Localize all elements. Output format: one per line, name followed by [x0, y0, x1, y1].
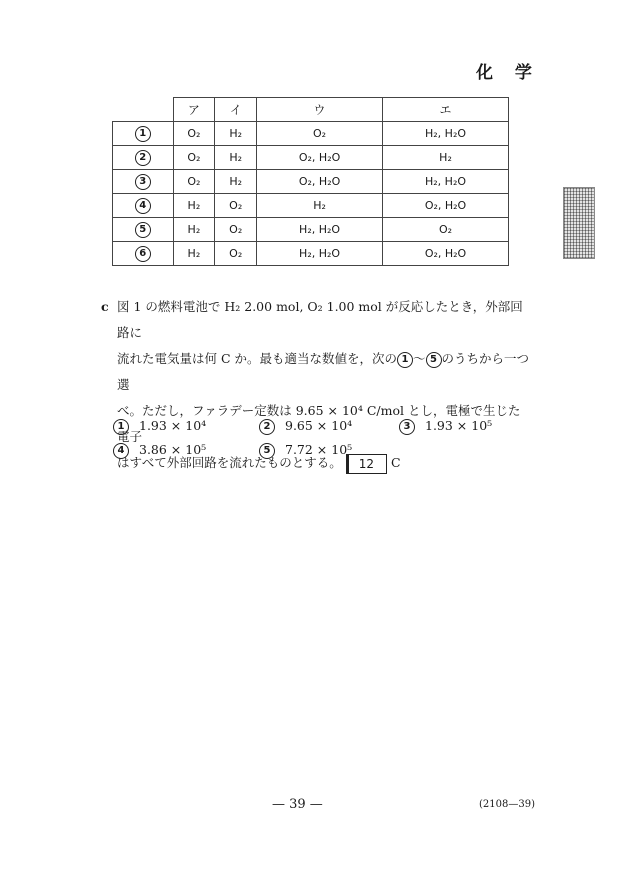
- table-header-row: [113, 98, 509, 122]
- table-row: [113, 146, 509, 170]
- circled-number: 1: [397, 352, 413, 368]
- answer-unit: C: [391, 455, 401, 470]
- table-cell: O₂: [215, 242, 257, 266]
- question-line: [117, 346, 531, 398]
- circled-number: 5: [426, 352, 442, 368]
- question-line: べ。ただし，ファラデー定数は 9.65 × 10⁴ C/mol とし，電極で生じた電子: [117, 403, 521, 444]
- table-cell: O₂: [173, 146, 215, 170]
- option-1: [113, 418, 206, 435]
- question-label: c: [101, 299, 109, 314]
- circled-number: 5: [135, 222, 151, 238]
- row-number-cell: [113, 242, 174, 266]
- option-2: [259, 418, 352, 435]
- table-cell: O₂, H₂O: [383, 242, 509, 266]
- table-cell: H₂, H₂O: [257, 218, 383, 242]
- table-cell: H₂, H₂O: [257, 242, 383, 266]
- table-cell: O₂: [173, 122, 215, 146]
- table-row: [113, 218, 509, 242]
- row-number-cell: [113, 194, 174, 218]
- option-value: 1.93 × 10⁴: [139, 418, 207, 433]
- circled-number: 1: [135, 126, 151, 142]
- question-text-part: はすべて外部回路を流れたものとする。: [117, 455, 342, 470]
- table-cell: O₂, H₂O: [257, 146, 383, 170]
- table-row: [113, 122, 509, 146]
- page-code: (2108—39): [479, 799, 535, 810]
- circled-number: 5: [259, 443, 275, 459]
- table-row: [113, 170, 509, 194]
- row-number-cell: [113, 146, 174, 170]
- table-cell: H₂, H₂O: [383, 170, 509, 194]
- side-tab-marker: [563, 187, 595, 259]
- option-value: 3.86 × 10⁵: [139, 442, 207, 457]
- table-row: [113, 242, 509, 266]
- table-header-e: エ: [383, 98, 509, 122]
- table-cell: H₂: [173, 242, 215, 266]
- subject-title: 化 学: [476, 63, 540, 83]
- question-line: 図 1 の燃料電池で H₂ 2.00 mol, O₂ 1.00 mol が反応したとき，外部回路に: [117, 299, 523, 340]
- option-value: 1.93 × 10⁵: [425, 418, 493, 433]
- table-cell: H₂: [215, 170, 257, 194]
- option-4: [113, 442, 206, 459]
- circled-number: 4: [113, 443, 129, 459]
- option-5: [259, 442, 352, 459]
- range-separator: ～: [413, 351, 426, 366]
- answer-choice-table: [112, 97, 509, 266]
- table-cell: O₂: [173, 170, 215, 194]
- circled-number: 4: [135, 198, 151, 214]
- table-cell: O₂, H₂O: [257, 170, 383, 194]
- table-cell: H₂: [215, 122, 257, 146]
- circled-number: 6: [135, 246, 151, 262]
- question-text-part: 流れた電気量は何 C か。最も適当な数値を，次の: [117, 351, 398, 366]
- table-cell: H₂: [173, 218, 215, 242]
- option-value: 7.72 × 10⁵: [285, 442, 353, 457]
- table-cell: H₂: [383, 146, 509, 170]
- option-3: [399, 418, 492, 435]
- table-cell: O₂: [215, 218, 257, 242]
- row-number-cell: [113, 122, 174, 146]
- table-cell: H₂, H₂O: [383, 122, 509, 146]
- row-number-cell: [113, 170, 174, 194]
- table-cell: H₂: [257, 194, 383, 218]
- answer-number-box: 12: [346, 454, 387, 474]
- table-cell: O₂: [215, 194, 257, 218]
- circled-number: 1: [113, 419, 129, 435]
- table-header-a: ア: [173, 98, 215, 122]
- table-cell: H₂: [173, 194, 215, 218]
- option-value: 9.65 × 10⁴: [285, 418, 353, 433]
- page-number: — 39 —: [272, 797, 323, 812]
- table-cell: O₂: [257, 122, 383, 146]
- question-text-part: のうちから一つ選: [117, 351, 530, 392]
- table-cell: O₂: [383, 218, 509, 242]
- circled-number: 3: [399, 419, 415, 435]
- table-corner-cell: [113, 98, 174, 122]
- circled-number: 3: [135, 174, 151, 190]
- table-cell: H₂: [215, 146, 257, 170]
- row-number-cell: [113, 218, 174, 242]
- table-cell: O₂, H₂O: [383, 194, 509, 218]
- circled-number: 2: [259, 419, 275, 435]
- circled-number: 2: [135, 150, 151, 166]
- table-row: [113, 194, 509, 218]
- table-header-i: イ: [215, 98, 257, 122]
- table-header-u: ウ: [257, 98, 383, 122]
